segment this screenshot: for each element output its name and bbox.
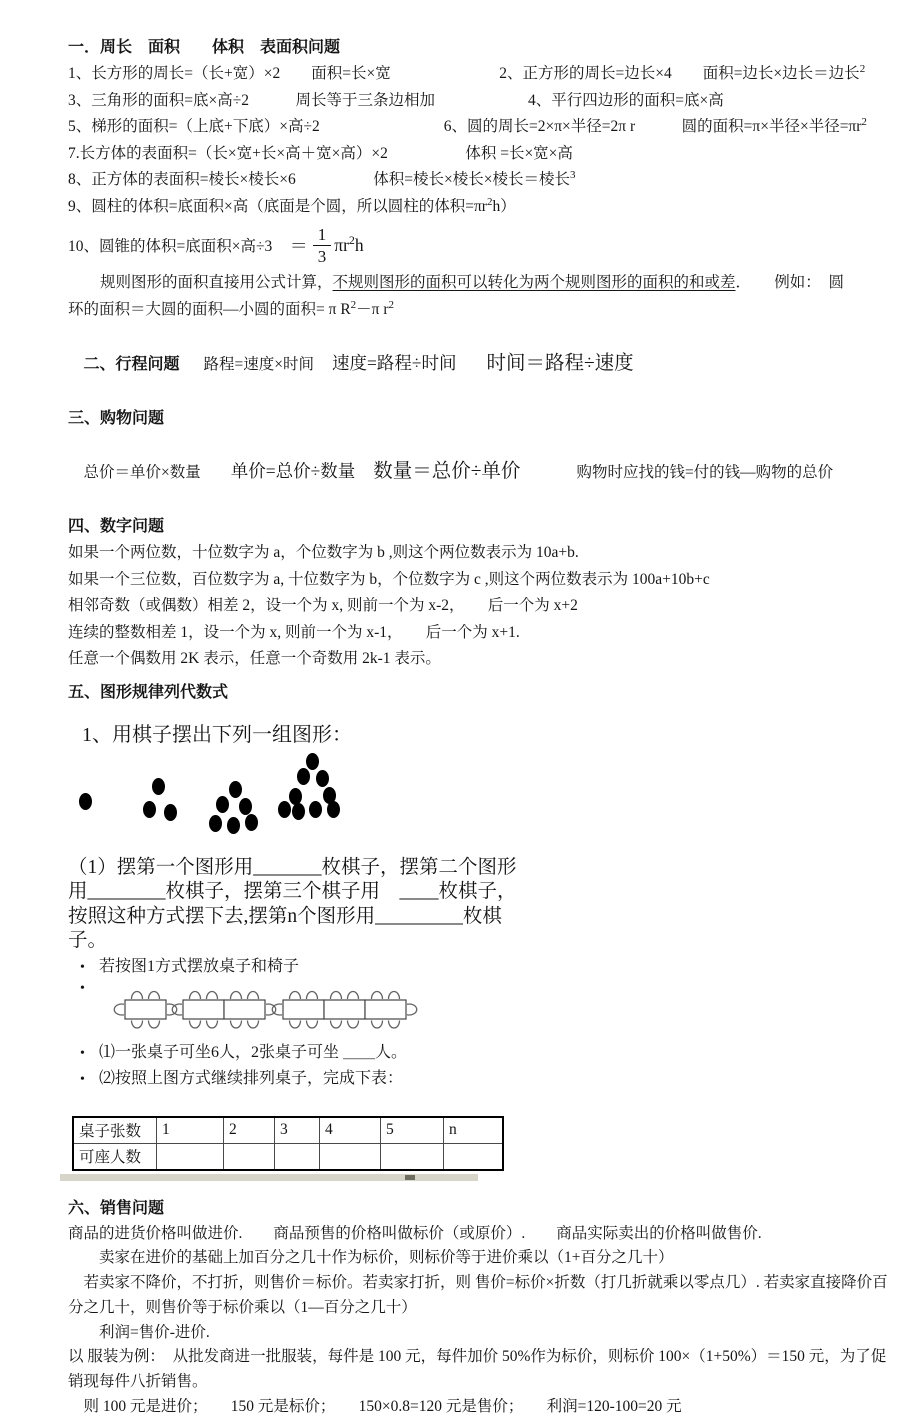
desk-count-table bbox=[72, 1116, 504, 1171]
counter-dot bbox=[278, 801, 291, 818]
bullet-text: ⑴一张桌子可坐6人，2张桌子可坐 ＿＿人。 bbox=[99, 1043, 408, 1061]
digit-rule-4: 连续的整数相差 1，设一个为 x, 则前一个为 x-1， 后一个为 x+1. bbox=[68, 623, 520, 641]
chair-icon bbox=[331, 991, 342, 999]
superscript: 2 bbox=[859, 62, 866, 75]
superscript: 2 bbox=[388, 298, 395, 311]
formula-text: πr bbox=[334, 234, 349, 255]
fraction-denominator: 3 bbox=[317, 246, 327, 266]
desk-rect bbox=[125, 1000, 166, 1019]
formula-text: 8、正方体的表面积=棱长×棱长×6 体积=棱长×棱长×棱长＝棱长 bbox=[68, 171, 570, 188]
chair-icon bbox=[190, 991, 201, 999]
chair-icon bbox=[248, 991, 259, 999]
counter-dot bbox=[209, 815, 222, 832]
formula-line-cylinder bbox=[68, 194, 898, 221]
formula-text: －π r bbox=[356, 300, 389, 318]
chair-icon bbox=[231, 991, 242, 999]
counter-dot bbox=[79, 793, 92, 810]
chair-icon bbox=[331, 1020, 342, 1028]
desk-rect bbox=[365, 1000, 406, 1019]
equals-sign: ＝ bbox=[289, 236, 308, 256]
bullet-text: ⑵按照上图方式继续排列桌子，完成下表： bbox=[99, 1069, 404, 1087]
shopping-formula-2: 单价=总价÷数量 bbox=[230, 461, 356, 481]
value-cell: 1 bbox=[157, 1117, 224, 1144]
digit-rule-5: 任意一个偶数用 2K 表示，任意一个奇数用 2k-1 表示。 bbox=[68, 650, 441, 667]
chair-icon bbox=[290, 1020, 301, 1028]
desk-chair-figure bbox=[99, 982, 439, 1040]
section5-heading: 五、图形规律列代数式 bbox=[68, 683, 229, 701]
chair-icon bbox=[389, 991, 400, 999]
digit-rule-2: 如果一个三位数，百位数字为 a, 十位数字为 b，个位数字为 c ,则这个两位数表示为 100a+10b+c bbox=[68, 570, 710, 588]
counter-dot bbox=[309, 801, 322, 818]
chair-icon bbox=[231, 1020, 242, 1028]
value-cell bbox=[224, 1143, 275, 1170]
chair-icon bbox=[190, 1020, 201, 1028]
note-text: 规则图形的面积直接用公式计算， bbox=[100, 274, 333, 291]
bullet-icon: • bbox=[80, 1045, 85, 1061]
formula-text: h） bbox=[492, 197, 516, 215]
value-cell bbox=[275, 1143, 320, 1170]
note-regular-shapes bbox=[68, 270, 898, 297]
chair-icon bbox=[407, 1004, 417, 1015]
counter-dot bbox=[239, 798, 252, 815]
chair-icon bbox=[348, 1020, 359, 1028]
travel-formula-2: 速度=路程÷时间 bbox=[332, 352, 457, 373]
desk-rect bbox=[324, 1000, 365, 1019]
sales-line-2: 卖家在进价的基础上加百分之几十作为标价，则标价等于进价乘以（1+百分之几十） bbox=[68, 1249, 674, 1267]
section6-heading: 六、销售问题 bbox=[68, 1199, 165, 1217]
formula-line-cone bbox=[68, 220, 898, 270]
formula-text: 5、梯形的面积=（上底+下底）×高÷2 6、圆的周长=2×π×半径=2π r 圆的面积=π×半径×半径=πr bbox=[68, 118, 862, 135]
counter-dot bbox=[164, 804, 177, 821]
counter-dot bbox=[229, 781, 242, 798]
section1-heading: 一．周长 面积 体积 表面积问题 bbox=[68, 39, 341, 56]
row-header-cell: 桌子张数 bbox=[73, 1117, 157, 1144]
formula-line-triangle-parallelogram: 3、三角形的面积=底×高÷2 周长等于三条边相加 4、平行四边形的面积=底×高 bbox=[68, 91, 724, 109]
bullet-question-2 bbox=[68, 1066, 898, 1092]
travel-formula-3: 时间＝路程÷速度 bbox=[486, 352, 634, 374]
note-text: ． 例如： 圆 bbox=[735, 274, 845, 291]
value-cell: 5 bbox=[381, 1117, 444, 1144]
bullet-tables-intro bbox=[68, 954, 898, 980]
blanks-paragraph: （1）摆第一个图形用_______枚棋子，摆第二个图形用________枚棋子，摆第三个棋子用 ____枚棋子，按照这种方式摆下去,摆第n个图形用_________枚棋子。 bbox=[68, 856, 517, 951]
section3-line bbox=[68, 432, 898, 514]
formula-line-trapezoid-circle bbox=[68, 114, 898, 141]
section2-line bbox=[68, 323, 898, 405]
value-cell bbox=[320, 1143, 381, 1170]
section3-heading: 三、购物问题 bbox=[68, 409, 165, 427]
section4-heading: 四、数字问题 bbox=[68, 518, 165, 535]
sales-line-3: 若卖家不降价，不打折，则售价＝标价。若卖家打折，则 售价=标价×折数（打几折就乘以零点几）. 若卖家直接降价百分之几十，则售价等于标价乘以（1—百分之几十） bbox=[68, 1274, 888, 1316]
value-cell bbox=[444, 1143, 504, 1170]
value-cell: 3 bbox=[275, 1117, 320, 1144]
chair-icon bbox=[132, 1020, 143, 1028]
formula-tail bbox=[334, 232, 364, 256]
chair-icon bbox=[389, 1020, 400, 1028]
bullet-icon: • bbox=[80, 959, 85, 975]
counter-dot bbox=[327, 801, 340, 818]
chair-icon bbox=[290, 991, 301, 999]
chair-icon bbox=[149, 991, 160, 999]
superscript: 3 bbox=[569, 168, 576, 181]
chair-icon bbox=[307, 1020, 318, 1028]
chair-icon bbox=[272, 1004, 282, 1015]
chair-icon bbox=[348, 991, 359, 999]
value-cell bbox=[381, 1143, 444, 1170]
chair-icon bbox=[207, 991, 218, 999]
resize-handle-icon bbox=[405, 1175, 415, 1180]
chair-icon bbox=[114, 1004, 124, 1015]
shopping-formula-4: 购物时应找的钱=付的钱—购物的总价 bbox=[576, 464, 834, 481]
fraction-one-third bbox=[313, 224, 332, 267]
counter-dot bbox=[227, 817, 240, 834]
pattern-question-title: 1、用棋子摆出下列一组图形： bbox=[82, 723, 352, 746]
desk-rect bbox=[183, 1000, 224, 1019]
fraction-numerator: 1 bbox=[313, 224, 332, 246]
formula-text: 环的面积＝大圆的面积—小圆的面积= π R bbox=[68, 300, 351, 318]
shopping-formula-3: 数量＝总价÷单价 bbox=[373, 461, 521, 482]
row-header-cell: 可座人数 bbox=[73, 1143, 157, 1170]
superscript: 2 bbox=[486, 195, 493, 208]
counter-dot bbox=[216, 796, 229, 813]
superscript: 2 bbox=[350, 298, 357, 311]
desk-rect bbox=[224, 1000, 265, 1019]
formula-line-rect-square bbox=[68, 61, 898, 88]
sales-line-6: 则 100 元是进价； 150 元是标价； 150×0.8=120 元是售价； 利润=120-100=20 元 bbox=[68, 1398, 682, 1416]
formula-text: 1、长方形的周长=（长+宽）×2 面积=长×宽 2、正方形的周长=边长×4 面积=边长×边长＝边长 bbox=[68, 65, 860, 82]
note-ring-area bbox=[68, 297, 898, 324]
digit-rule-1: 如果一个两位数，十位数字为 a，个位数字为 b ,则这个两位数表示为 10a+b. bbox=[68, 544, 579, 561]
value-cell bbox=[157, 1143, 224, 1170]
formula-text: 10、圆锥的体积=底面积×高÷3 bbox=[68, 238, 288, 255]
shopping-formula-1: 总价＝单价×数量 bbox=[83, 464, 201, 481]
formula-text: h bbox=[354, 234, 364, 255]
chair-icon bbox=[207, 1020, 218, 1028]
chair-icon bbox=[372, 1020, 383, 1028]
digit-rule-3: 相邻奇数（或偶数）相差 2，设一个为 x, 则前一个为 x-2， 后一个为 x+2 bbox=[68, 597, 578, 614]
bullet-question-1 bbox=[68, 1040, 898, 1066]
value-cell: n bbox=[444, 1117, 504, 1144]
table-row bbox=[73, 1117, 503, 1144]
chair-icon bbox=[372, 991, 383, 999]
sales-line-5: 以 服装为例： 从批发商进一批服装，每件是 100 元，每件加价 50%作为标价，则标价 100×（1+50%）＝150 元，为了促销现每件八折销售。 bbox=[68, 1348, 887, 1391]
value-cell: 4 bbox=[320, 1117, 381, 1144]
chair-icon bbox=[248, 1020, 259, 1028]
desk-rect bbox=[283, 1000, 324, 1019]
counter-dot bbox=[245, 814, 258, 831]
counter-dot bbox=[316, 770, 329, 787]
formula-line-cube bbox=[68, 167, 898, 194]
counter-dot bbox=[297, 768, 310, 785]
chair-icon bbox=[132, 991, 143, 999]
sales-line-1: 商品的进货价格叫做进价. 商品预售的价格叫做标价（或原价）. 商品实际卖出的价格叫做售价. bbox=[68, 1224, 762, 1242]
bullet-text: 若按图1方式摆放桌子和椅子 bbox=[99, 957, 300, 975]
superscript: 2 bbox=[861, 115, 867, 128]
formula-line-cuboid: 7.长方体的表面积=（长×宽+长×高＋宽×高）×2 体积 =长×宽×高 bbox=[68, 144, 573, 162]
superscript: 2 bbox=[348, 232, 355, 247]
table-row bbox=[73, 1143, 503, 1170]
dots-figure bbox=[68, 756, 898, 854]
travel-formula-1: 路程=速度×时间 bbox=[203, 355, 314, 373]
formula-text: 9、圆柱的体积=底面积×高（底面是个圆，所以圆柱的体积=πr bbox=[68, 197, 487, 215]
section2-heading: 二、行程问题 bbox=[83, 355, 180, 373]
value-cell: 2 bbox=[224, 1117, 275, 1144]
chair-icon bbox=[149, 1020, 160, 1028]
bullet-icon: • bbox=[80, 1071, 85, 1087]
underlined-note: 不规则图形的面积可以转化为两个规则图形的面积的和或差 bbox=[332, 274, 736, 291]
sales-line-4: 利润=售价-进价. bbox=[68, 1323, 210, 1341]
counter-dot bbox=[306, 753, 319, 770]
bullet-desk-figure bbox=[68, 982, 898, 1040]
chair-icon bbox=[307, 991, 318, 999]
counter-dot bbox=[143, 801, 156, 818]
object-border-strip bbox=[60, 1174, 478, 1181]
counter-dot bbox=[292, 803, 305, 820]
counter-dot bbox=[152, 778, 165, 795]
bullet-icon: • bbox=[80, 980, 85, 996]
